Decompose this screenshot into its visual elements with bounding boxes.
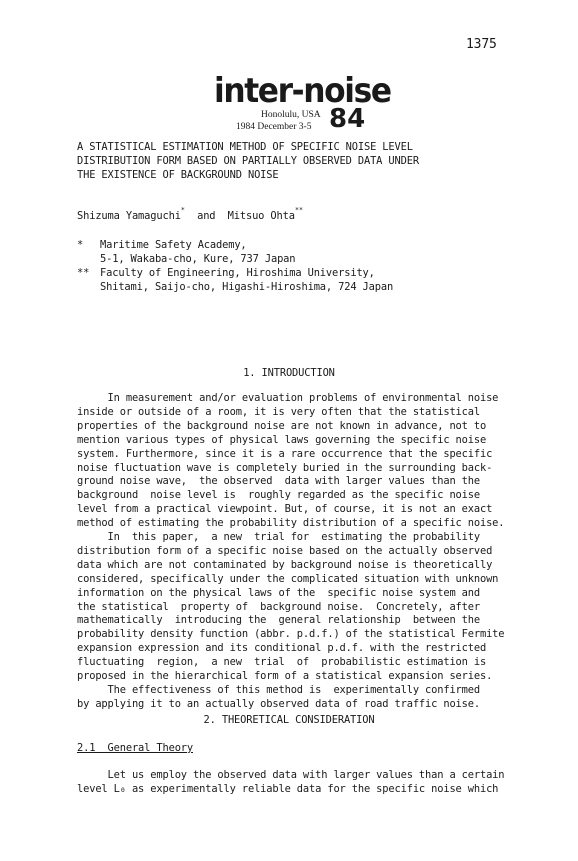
affiliation-mark: ** [77, 267, 90, 279]
body-text-line: expansion expression and its conditional p.d.f. with the restricted [77, 642, 487, 655]
body-text-line: distribution form of a specific noise based on the actually observed [77, 544, 493, 557]
body-text-line: properties of the background noise are not known in advance, not to [77, 419, 487, 432]
affiliation-mark: * [180, 206, 185, 214]
body-text-line: mathematically introducing the general relationship between the [77, 614, 480, 627]
body-text-line: probability density function (abbr. p.d.f.) of the statistical Fermite [77, 628, 505, 641]
body-text-line: considered, specifically under the complicated situation with unknown [77, 572, 499, 585]
body-text-line: noise fluctuation wave is completely buried in the surrounding back- [77, 461, 493, 474]
body-text-line: information on the physical laws of the specific noise system and [77, 586, 480, 599]
affiliation-mark: ** [294, 206, 303, 214]
affiliation-line: Shitami, Saijo-cho, Higashi-Hiroshima, 724 Japan [100, 281, 394, 293]
author-name: Shizuma Yamaguchi [77, 210, 181, 222]
body-text-line: the statistical property of background noise. Concretely, after [77, 600, 480, 613]
author-line [77, 206, 303, 223]
affiliation-line: Maritime Safety Academy, [100, 239, 247, 251]
body-text-line: mention various types of physical laws governing the specific noise [77, 433, 487, 446]
paper-title-line: THE EXISTENCE OF BACKGROUND NOISE [77, 169, 279, 181]
page-number: 1375 [466, 37, 497, 52]
body-text-line: by applying it to an actually observed data of road traffic noise. [77, 697, 480, 710]
section-heading: 2. THEORETICAL CONSIDERATION [203, 714, 375, 726]
body-text-line: method of estimating the probability distribution of a specific noise. [77, 517, 505, 530]
body-text-line: The effectiveness of this method is experimentally confirmed [77, 683, 480, 696]
affiliation-mark: * [77, 239, 84, 251]
body-text-line: In this paper, a new trial for estimating the probability [77, 531, 480, 543]
body-text-line: Let us employ the observed data with larger values than a certain [77, 769, 505, 781]
body-text-line: data which are not contaminated by background noise is theoretically [77, 558, 493, 571]
conference-date: 1984 December 3-5 [236, 122, 312, 132]
body-text-line: proposed in the hierarchical form of a statistical expansion series. [77, 670, 493, 682]
author-name: Mitsuo Ohta [227, 210, 295, 222]
body-text-line: In measurement and/or evaluation problems of environmental noise [77, 392, 499, 404]
body-text-line: system. Furthermore, since it is a rare occurrence that the specific [77, 447, 493, 460]
affiliation-line: Faculty of Engineering, Hiroshima University, [100, 267, 375, 279]
author-conjunction: and [197, 210, 216, 222]
body-text-line: level from a practical viewpoint. But, of course, it is not an exact [77, 503, 493, 516]
paper-title-line: A STATISTICAL ESTIMATION METHOD OF SPECIFIC NOISE LEVEL [77, 141, 413, 153]
body-text-line: fluctuating region, a new trial of probabilistic estimation is [77, 656, 487, 669]
body-text-line: level L₀ as experimentally reliable data for the specific noise which [77, 783, 499, 795]
section-heading: 1. INTRODUCTION [243, 367, 335, 379]
subsection-heading: 2.1 General Theory [77, 742, 194, 754]
conference-logo: inter-noise [214, 71, 391, 111]
body-text-line: background noise level is roughly regarded as the specific noise [77, 489, 480, 502]
affiliation-line: 5-1, Wakaba-cho, Kure, 737 Japan [100, 253, 296, 265]
body-text-line: ground noise wave, the observed data with larger values than the [77, 475, 480, 488]
body-text-line: inside or outside of a room, it is very often that the statistical [77, 405, 480, 418]
paper-title-line: DISTRIBUTION FORM BASED ON PARTIALLY OBSERVED DATA UNDER [77, 155, 419, 167]
conference-venue: Honolulu, USA [261, 110, 321, 120]
conference-year: 84 [329, 104, 366, 134]
